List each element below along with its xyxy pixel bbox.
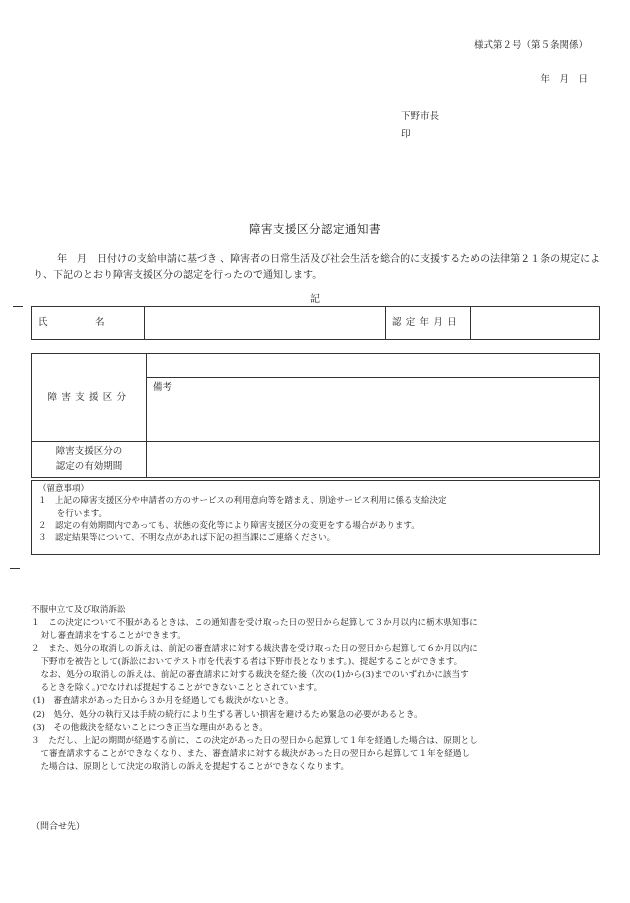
appeal-line: るときを除く。)でなければ提起することができないこととされています。 (40, 683, 323, 694)
appeal-line: た場合は、原則として決定の取消しの訴えを提起することができなくなります。 (40, 761, 350, 772)
fold-mark-bottom (10, 568, 20, 569)
appeal-line: て審査請求することができなくなり、また、審査請求に対する裁決があった日の翌日から起算して１年を経過し (40, 748, 471, 759)
intro-paragraph: 年 月 日付けの支給申請に基づき 、障害者の日常生活及び社会生活を総合的に支援するための法律第２１条の規定により、下記のとおり障害支援区分の認定を行ったので通知します。 (33, 254, 601, 281)
notes-item: を行います。 (56, 508, 108, 519)
validity-period-field[interactable] (147, 442, 600, 478)
sender-name: 下野市長 (401, 111, 440, 122)
cert-date-field[interactable] (471, 307, 600, 340)
appeal-heading: 不服申立て及び取消訴訟 (31, 605, 126, 615)
appeal-line: ２ また、処分の取消しの訴えは、前記の審査請求に対する裁決書を受け取った日の翌日から起算して６か月以内に (31, 644, 478, 655)
recipient-table (31, 306, 600, 340)
validity-period-label-line1: 障害支援区分の (55, 446, 123, 458)
appeal-line: ３ ただし、上記の期間が経過する前に、この決定があった日の翌日から起算して１年を経過した場合は、原則とし (31, 735, 478, 746)
form-number: 様式第２号（第５条関係） (473, 40, 588, 51)
notes-item: １ 上記の障害支援区分や申請者の方のサービスの利用意向等を踏まえ、別途サービス利用に係る支給決定 (38, 496, 447, 507)
appeal-line: (3) その他裁決を経ないことにつき正当な理由があるとき。 (32, 722, 268, 733)
cert-date-label: 認定年月日 (386, 307, 471, 340)
validity-period-label (32, 442, 147, 478)
appeal-line: 下野市を被告として(訴訟においてテスト市を代表する者は下野市長となります。)、提起することができます。 (40, 657, 463, 668)
contact-heading: （問合せ先） (31, 822, 86, 832)
record-mark: 記 (310, 294, 320, 305)
notes-item: ３ 認定結果等について、不明な点があれば下記の担当課にご連絡ください。 (38, 533, 336, 544)
remarks-field[interactable] (147, 378, 600, 442)
document-title: 障害支援区分認定通知書 (249, 222, 381, 236)
name-field[interactable] (145, 307, 386, 340)
classification-label: 障害支援区分 (32, 354, 147, 442)
fold-mark-top (13, 306, 23, 307)
appeal-line: 対し審査請求をすることができます。 (40, 631, 186, 642)
appeal-section (31, 604, 601, 774)
notes-heading: （留意事項） (38, 484, 90, 494)
appeal-line: １ この決定について不服があるときは、この通知書を受け取った日の翌日から起算して３か月以内に栃木県知事に (31, 618, 478, 629)
name-label: 氏 名 (32, 307, 145, 340)
appeal-line: なお、処分の取消しの訴えは、前記の審査請求に対する裁決を経た後（次の(1)から(3)までのいずれかに該当す (40, 670, 469, 681)
validity-period-label-line2: 認定の有効期間 (55, 460, 123, 472)
issue-date: 年 月 日 (540, 74, 588, 85)
classification-table (31, 353, 600, 478)
remarks-label: 備考 (153, 382, 173, 393)
appeal-line: (2) 処分、処分の執行又は手続の続行により生ずる著しい損害を避けるため緊急の必要があるとき。 (32, 709, 423, 720)
classification-field[interactable] (147, 354, 600, 378)
notes-item: ２ 認定の有効期間内であっても、状態の変化等により障害支援区分の変更をする場合があります。 (38, 520, 420, 531)
appeal-line: (1) 審査請求があった日から３か月を経過しても裁決がないとき。 (32, 696, 294, 707)
notes-box (31, 480, 600, 555)
seal-mark: 印 (401, 129, 411, 140)
